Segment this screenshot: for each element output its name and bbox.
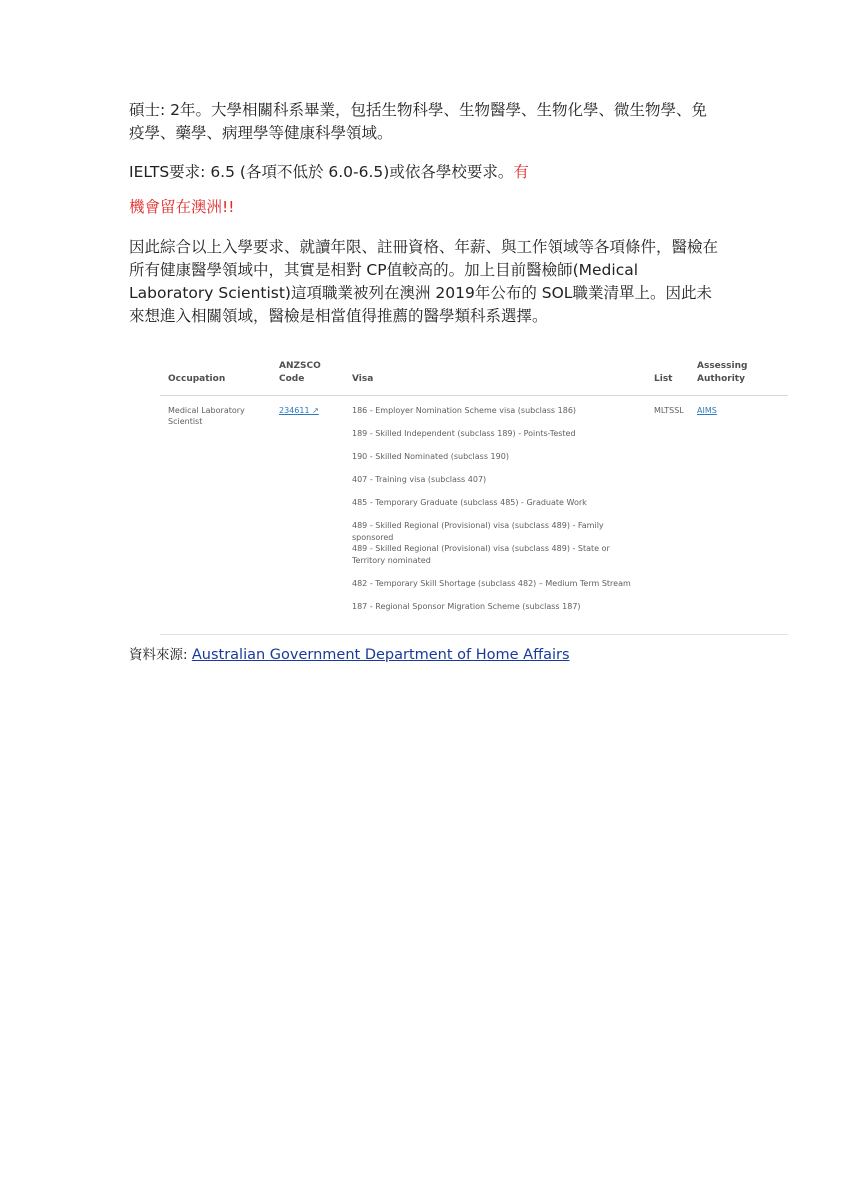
cell-occupation: Medical Laboratory Scientist [168,406,245,426]
visa-item: 482 - Temporary Skill Shortage (subclass 482) – Medium Term Stream [352,579,631,588]
ielts-red-text: 有 [513,163,529,181]
header-assessing-authority: Assessing Authority [697,361,748,384]
header-anzsco-code: ANZSCO Code [279,361,321,384]
visa-item: 489 - Skilled Regional (Provisional) visa (subclass 489) - Family sponsored [352,521,604,542]
header-list: List [654,374,673,384]
visa-item: 190 - Skilled Nominated (subclass 190) [352,452,509,461]
paragraph-stay-in-australia: 機會留在澳洲!! [129,198,235,216]
assessing-authority-link[interactable]: AIMS [697,406,717,415]
visa-item: 187 - Regional Sponsor Migration Scheme (subclass 187) [352,602,581,611]
occupation-table [160,352,788,635]
ielts-text: IELTS要求: 6.5 (各項不低於 6.0-6.5)或依各學校要求。 [129,163,514,181]
paragraph-degree-requirements: 碩士: 2年。大學相關科系畢業，包括生物科學、生物醫學、生物化學、微生物學、免疫學、藥學、病理學等健康科學領域。 [129,101,708,142]
visa-item: 189 - Skilled Independent (subclass 189) - Points-Tested [352,429,576,438]
visa-item: 186 - Employer Nomination Scheme visa (subclass 186) [352,406,577,415]
cell-list: MLTSSL [654,406,684,415]
visa-item: 489 - Skilled Regional (Provisional) visa (subclass 489) - State or Territory nominated [352,544,610,565]
anzsco-code-link[interactable]: 234611 ↗ [279,406,319,415]
header-divider [160,395,788,396]
paragraph-summary: 因此綜合以上入學要求、就讀年限、註冊資格、年薪、與工作領域等各項條件，醫檢在所有健康醫學領域中，其實是相對 CP值較高的。加上目前醫檢師(Medical Laboratory Scientist)這項職業被列在澳洲 2019年公布的 SOL職業清單上。因此未來想進入相關領域，醫檢是相當值得推薦的醫學類科系選擇。 [129,238,719,325]
paragraph-ielts-requirements [129,161,719,184]
source-line [129,645,570,665]
header-visa: Visa [352,374,374,384]
header-occupation: Occupation [168,374,226,384]
source-label: 資料來源: [129,647,192,663]
visa-item: 407 - Training visa (subclass 407) [352,475,487,484]
source-link[interactable]: Australian Government Department of Home Affairs [191,647,570,663]
visa-item: 485 - Temporary Graduate (subclass 485) - Graduate Work [352,498,587,507]
